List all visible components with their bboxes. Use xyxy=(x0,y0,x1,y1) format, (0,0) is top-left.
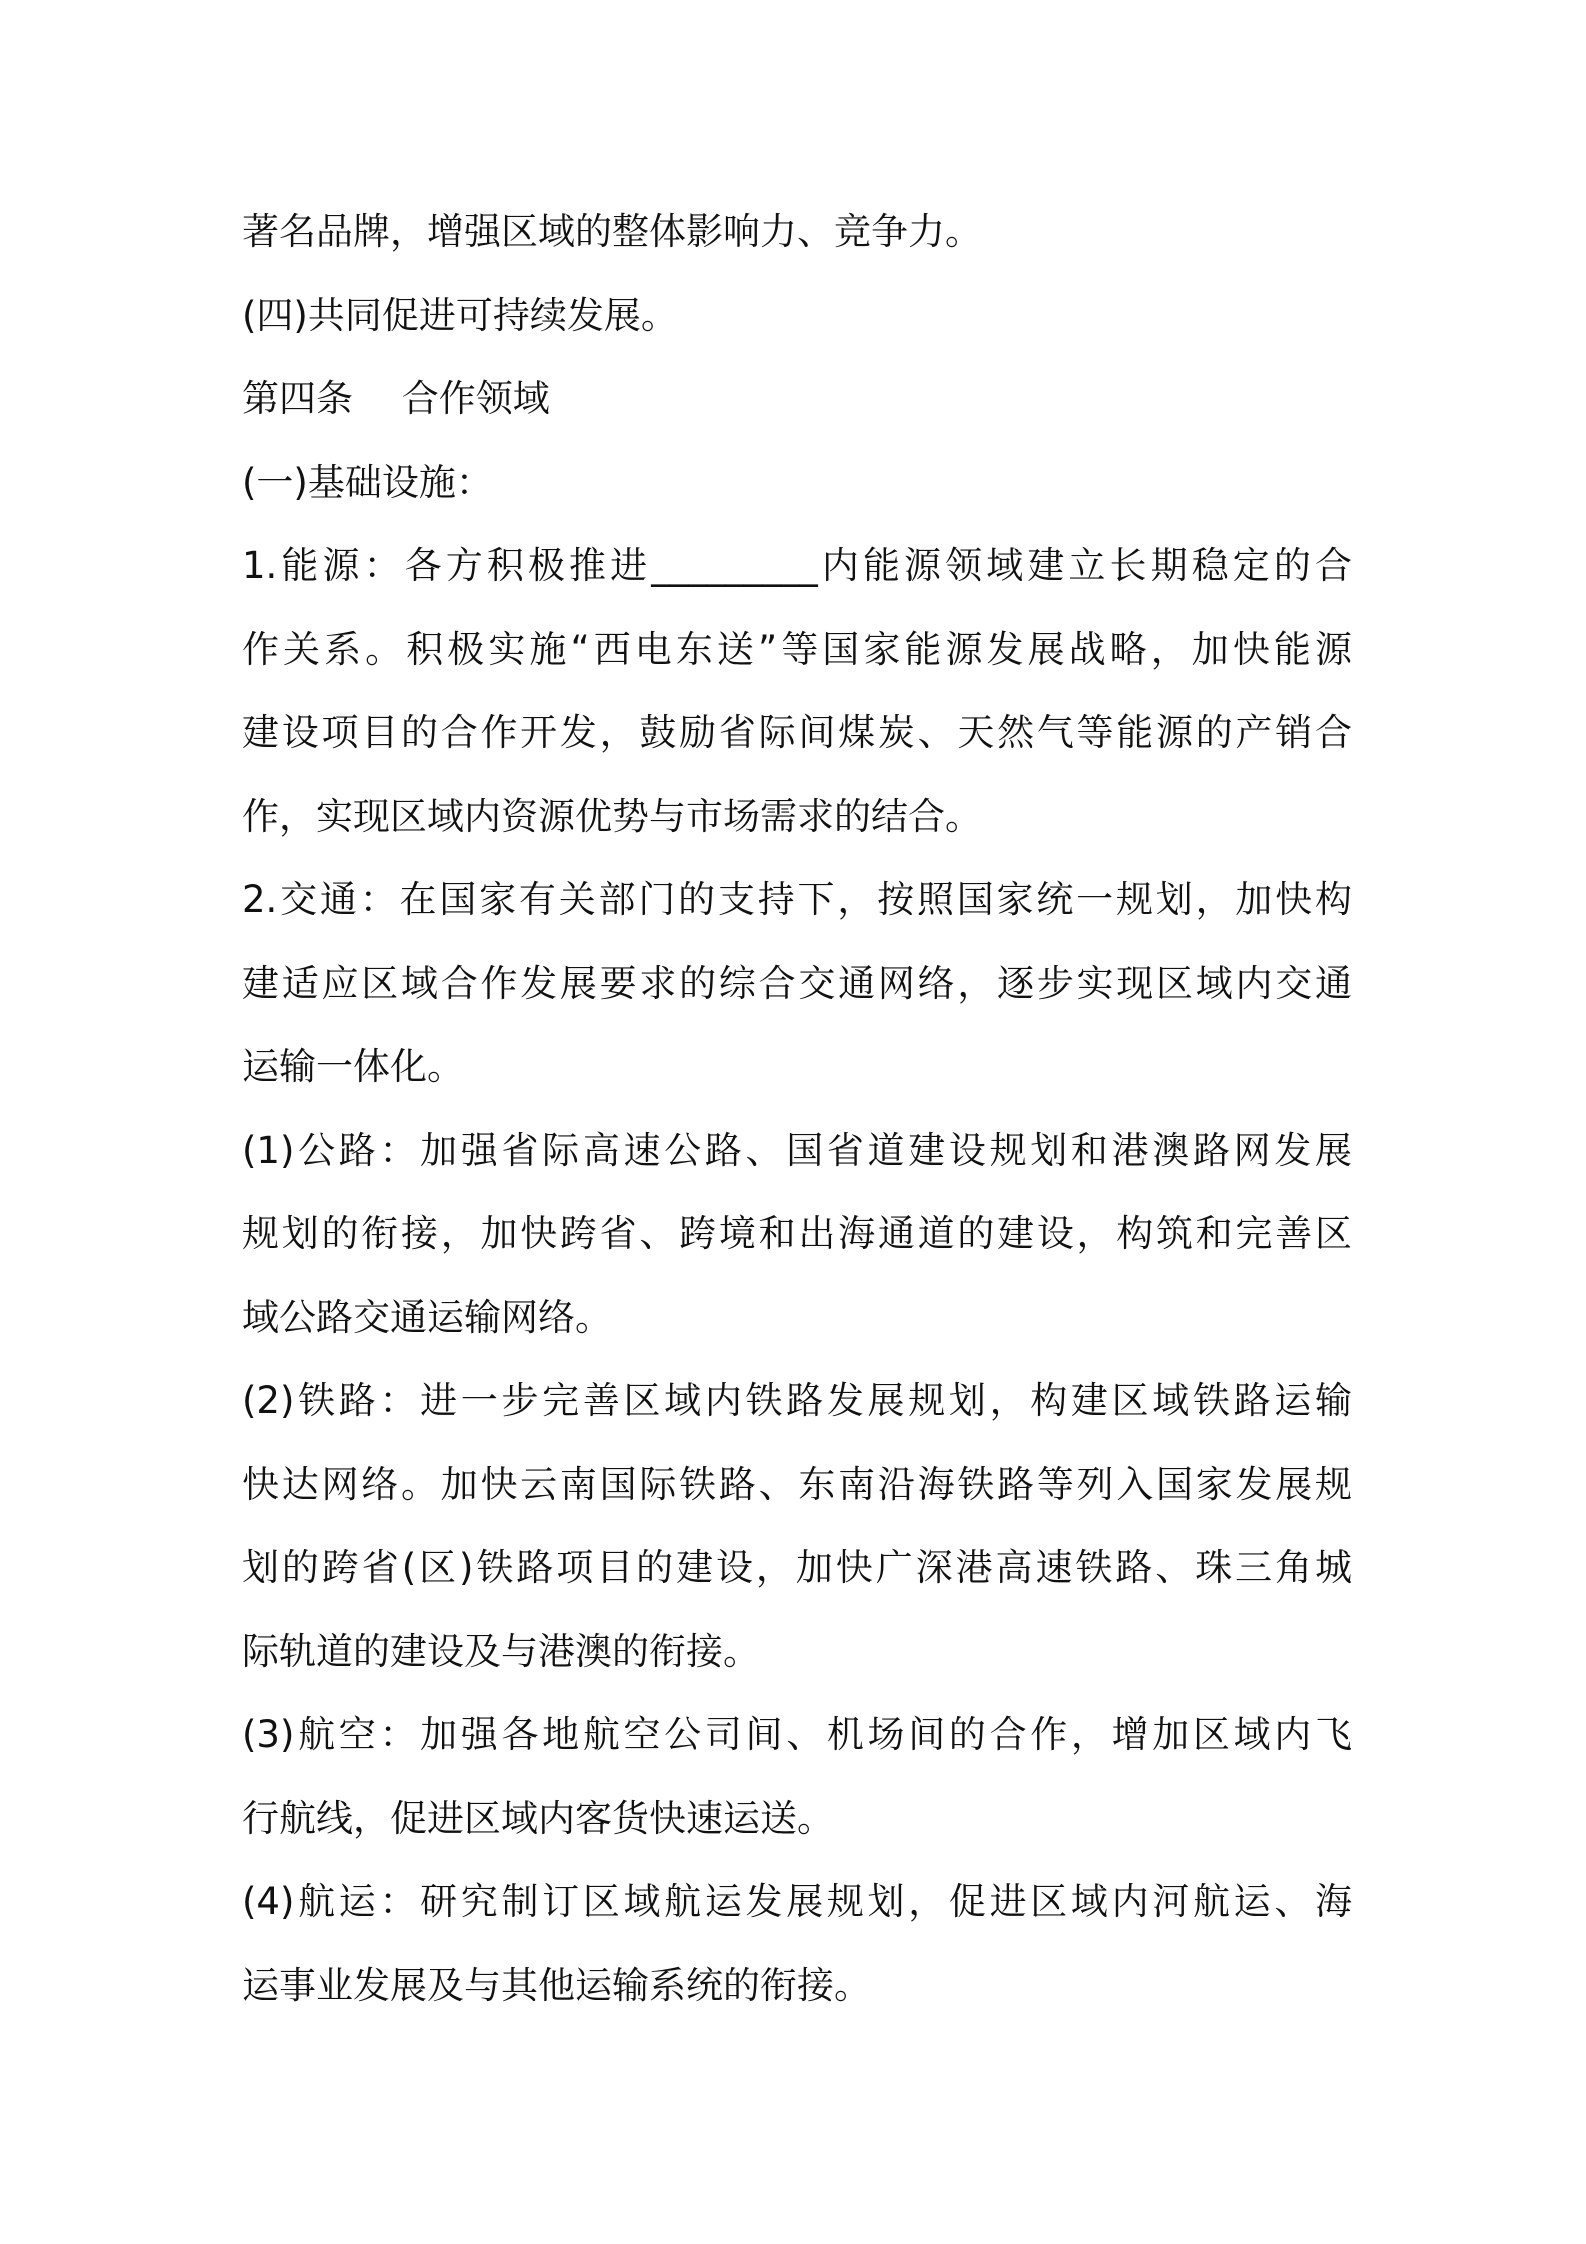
paragraph-line: 建设项目的合作开发，鼓励省际间煤炭、天然气等能源的产销合 xyxy=(242,711,1352,754)
paragraph-line: 1.能源：各方积极推进_________内能源领域建立长期稳定的合 xyxy=(242,544,1352,587)
paragraph-line: 行航线，促进区域内客货快速运送。 xyxy=(242,1796,834,1840)
paragraph-line: 建适应区域合作发展要求的综合交通网络，逐步实现区域内交通 xyxy=(242,961,1352,1005)
paragraph-line: 域公路交通运输网络。 xyxy=(242,1295,612,1339)
paragraph-line: (2)铁路：进一步完善区域内铁路发展规划，构建区域铁路运输 xyxy=(242,1379,1352,1422)
paragraph-line: 快达网络。加快云南国际铁路、东南沿海铁路等列入国家发展规 xyxy=(242,1462,1352,1506)
paragraph-line: (4)航运：研究制订区域航运发展规划，促进区域内河航运、海 xyxy=(242,1880,1352,1923)
paragraph-line: 作，实现区域内资源优势与市场需求的结合。 xyxy=(242,794,982,838)
paragraph-line: 2.交通：在国家有关部门的支持下，按照国家统一规划，加快构 xyxy=(242,878,1352,921)
paragraph-line: (3)航空：加强各地航空公司间、机场间的合作，增加区域内飞 xyxy=(242,1713,1352,1756)
paragraph-line: 作关系。积极实施“西电东送”等国家能源发展战略，加快能源 xyxy=(242,627,1352,671)
subsection-heading: (一)基础设施： xyxy=(242,460,493,504)
paragraph-line: 际轨道的建设及与港澳的衔接。 xyxy=(242,1629,760,1673)
article-heading: 第四条 合作领域 xyxy=(242,377,550,420)
paragraph-line: 运输一体化。 xyxy=(242,1045,464,1088)
paragraph-line: 运事业发展及与其他运输系统的衔接。 xyxy=(242,1963,871,2007)
section-heading: (四)共同促进可持续发展。 xyxy=(242,293,678,337)
paragraph-line: 规划的衔接，加快跨省、跨境和出海通道的建设，构筑和完善区 xyxy=(242,1212,1352,1255)
document-body xyxy=(242,190,1352,2027)
paragraph-line: (1)公路：加强省际高速公路、国省道建设规划和港澳路网发展 xyxy=(242,1128,1352,1172)
paragraph-line: 著名品牌，增强区域的整体影响力、竞争力。 xyxy=(242,210,982,253)
paragraph-line: 划的跨省(区)铁路项目的建设，加快广深港高速铁路、珠三角城 xyxy=(242,1546,1352,1589)
